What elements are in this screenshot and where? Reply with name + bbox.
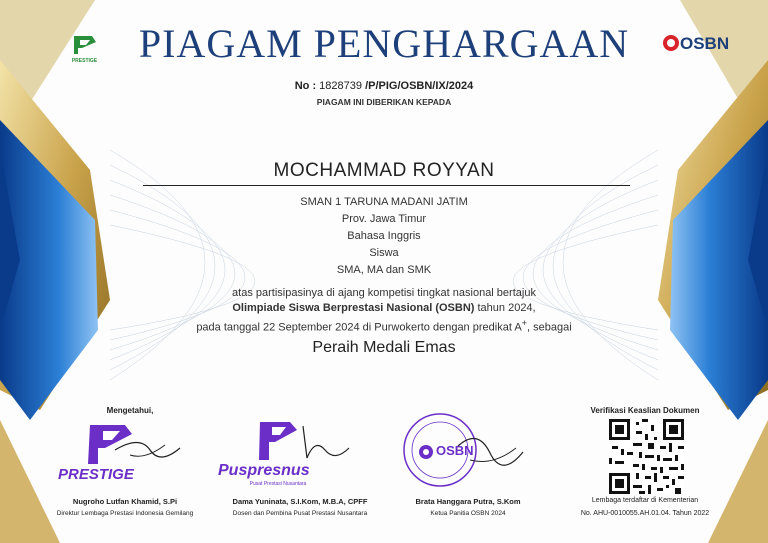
statement-date: pada tanggal 22 September 2024 di Purwokerto dengan predikat A [196, 321, 522, 334]
subject: Bahasa Inggris [347, 230, 421, 242]
puspresnus-signature-logo [245, 418, 355, 468]
signer-role-2: Dosen dan Pembina Pusat Prestasi Nusantara [232, 510, 368, 517]
statement-tail: , sebagai [527, 321, 572, 334]
event-name: Olimpiade Siswa Berprestasi Nasional (OSBN) [232, 302, 475, 314]
statement-line-2 [0, 302, 768, 314]
certificate-number-value: 1828739 [319, 80, 362, 92]
event-year: tahun 2024, [477, 302, 536, 314]
school-name: SMAN 1 TARUNA MADANI JATIM [300, 196, 468, 208]
certificate-number-label: No : [294, 80, 317, 92]
signer-name-1: Nugroho Lutfan Khamid, S.Pi [72, 497, 178, 506]
verification-registration-number: No. AHU-0010055.AH.01.04. Tahun 2022 [580, 510, 710, 517]
signer-name-2: Dama Yuninata, S.I.Kom, M.B.A, CPFF [232, 497, 368, 506]
award-title: Peraih Medali Emas [312, 339, 456, 356]
verification-heading: Verifikasi Keaslian Dokumen [590, 406, 700, 415]
participant-role: Siswa [369, 247, 399, 259]
statement-line-1: atas partisipasinya di ajang kompetisi tingkat nasional bertajuk [232, 287, 536, 299]
signer-role-1: Direktur Lembaga Prestasi Indonesia Gemilang [56, 510, 194, 517]
qr-code-icon[interactable] [609, 419, 684, 494]
osbn-logo-label: OSBN [680, 34, 730, 53]
certificate-number-suffix: /P/PIG/OSBN/IX/2024 [365, 80, 474, 92]
name-underline [143, 185, 630, 186]
signature-heading-1: Mengetahui, [106, 406, 154, 415]
prestige-logo-wordmark: PRESTIGE [58, 466, 134, 483]
osbn-stamp-wordmark: OSBN [436, 443, 474, 458]
signer-role-3: Ketua Panitia OSBN 2024 [430, 510, 506, 517]
signer-name-3: Brata Hanggara Putra, S.Kom [415, 497, 521, 506]
given-to-label: PIAGAM INI DIBERIKAN KEPADA [316, 97, 452, 107]
puspresnus-logo-wordmark: Puspresnus [218, 462, 310, 479]
education-level: SMA, MA dan SMK [336, 264, 432, 276]
page-title: PIAGAM PENGHARGAAN [138, 21, 630, 66]
certificate-number [0, 80, 768, 92]
province: Prov. Jawa Timur [341, 213, 427, 225]
recipient-name: MOCHAMMAD ROYYAN [273, 160, 495, 181]
statement-line-3 [0, 318, 768, 334]
prestige-logo-label: PRESTIGE [71, 58, 98, 64]
verification-registry: Lembaga terdaftar di Kementerian [591, 497, 699, 504]
grade-plus: + [521, 318, 528, 328]
puspresnus-logo-subtitle: Pusat Prestasi Nusantara [249, 481, 307, 487]
